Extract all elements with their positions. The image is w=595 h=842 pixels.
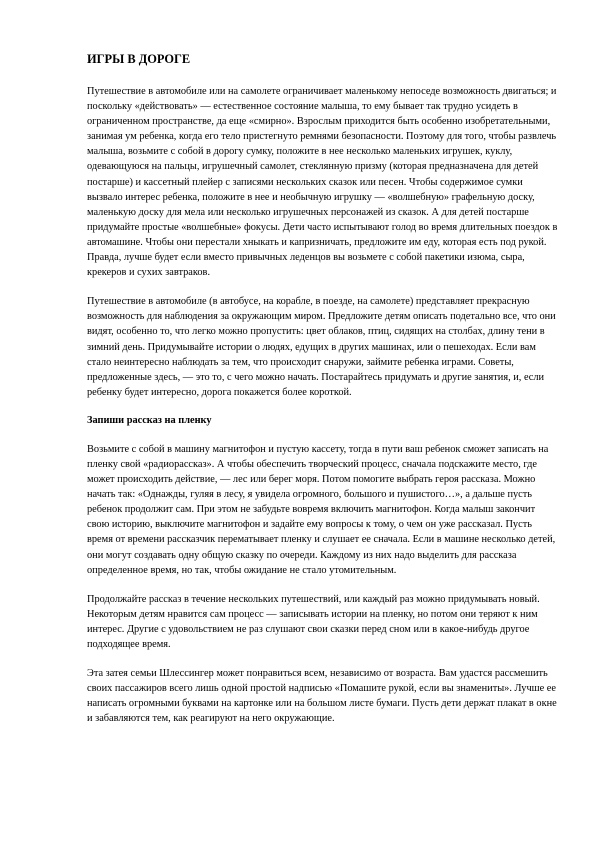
document-title: ИГРЫ В ДОРОГЕ: [87, 52, 191, 66]
paragraph-section-2: Продолжайте рассказ в течение нескольких путешествий, или каждый раз можно придумывать новый. Некоторым детям нравится сам процесс — записывать истории на пленку, но потом они теряют к ним интерес. Другие с удовольствием не раз слушают свои сказки перед сном или в какое-нибудь другое подходящее время.: [87, 593, 540, 650]
document-page: [87, 52, 559, 740]
paragraph-section-3: Эта затея семьи Шлессингер может понравиться всем, независимо от возраста. Вам удастся рассмешить своих пассажиров всего лишь одной простой надписью «Помашите рукой, если вы знамениты». Лучше ее написать огромными буквами на картонке или на большом листе бумаги. Пусть дети держат плакат в окне и забавляются тем, как реагируют на него окружающие.: [87, 668, 557, 725]
paragraph-section-1: Возьмите с собой в машину магнитофон и пустую кассету, тогда в пути ваш ребенок сможет записать на пленку свой «радиорассказ». А чтобы обеспечить творческий процесс, сначала подскажите место, где может происходить действие, — лес или берег моря. Потом помогите выбрать героя рассказа. Можно начать так: «Однажды, гуляя в лесу, я увидела огромного, большого и пушистого…», а дальше пусть ребенок продолжит сам. При этом не забудьте вовремя включить магнитофон. Когда малыш закончит свою историю, выключите магнитофон и задайте ему вопросы к тому, о чем он уже рассказал. Пусть время от времени рассказчик перематывает пленку и слушает ее сначала. Если в машине несколько детей, они могут создавать одну общую сказку по очереди. Каждому из них надо выделить для рассказа определенное время, но так, чтобы ожидание не стало утомительным.: [87, 443, 556, 576]
section-heading: Запиши рассказ на пленку: [87, 414, 212, 426]
paragraph-intro-1: Путешествие в автомобиле или на самолете ограничивает маленькому непоседе возможность двигаться; и поскольку «действовать» — естественное состояние малыша, то ему бывает так трудно усидеть в ограниченном пространстве, да еще «смирно». Взрослым приходится быть особенно изобретательными, занимая ум ребенка, когда его тело пристегнуто ремнями безопасности. Поэтому для того, чтобы развлечь малыша, возьмите с собой в дорогу сумку, положите в нее несколько маленьких игрушек, куклу, одевающуюся на пальцы, игрушечный самолет, стеклянную призму (которая предназначена для детей постарше) и кассетный плейер с записями нескольких сказок или песен. Чтобы содержимое сумки вызвало интерес ребенка, положите в нее и необычную игрушку — «волшебную» графельную доску, маленькую доску для мела или несколько игрушечных персонажей из сказок. А для детей постарше придумайте простые «волшебные» фокусы. Дети часто испытывают голод во время длительных поездок в автомашине. Чтобы они перестали хныкать и капризничать, предложите им еду, которая есть под рукой. Правда, лучше будет если вместо привычных леденцов вы возьмете с собой пакетики изюма, сыра, крекеров и сухих завтраков.: [87, 86, 558, 279]
paragraph-intro-2: Путешествие в автомобиле (в автобусе, на корабле, в поезде, на самолете) представляет прекрасную возможность для наблюдения за окружающим миром. Предложите детям описать подетально все, что они видят, особенно то, что легко можно пропустить: цвет облаков, птиц, сидящих на столбах, длину тени в зимний день. Придумывайте истории о людях, едущих в других машинах, или о пешеходах. Если вам стало неинтересно наблюдать за тем, что происходит снаружи, займите ребенка играми. Советы, предложенные здесь, — это то, с чего можно начать. Постарайтесь придумать и другие занятия, и, если ребенку будет интересно, дорога покажется более короткой.: [87, 296, 556, 398]
